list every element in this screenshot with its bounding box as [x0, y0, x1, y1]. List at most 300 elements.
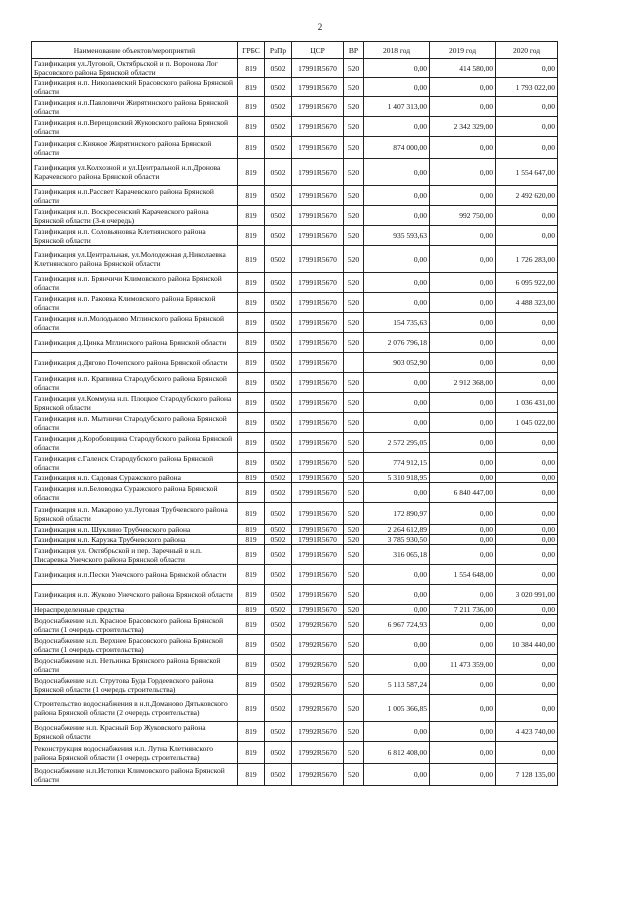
table-body — [32, 59, 558, 786]
row-2019: 0,00 — [430, 97, 496, 117]
table-row — [32, 137, 558, 159]
row-2020: 7 128 135,00 — [496, 764, 558, 786]
row-2018: 2 572 295,05 — [364, 433, 430, 453]
row-grbs: 819 — [238, 695, 265, 722]
row-name: Газификация н.п. Соловьяновка Клетнянского района Брянской области — [32, 226, 238, 246]
table-row — [32, 764, 558, 786]
row-grbs: 819 — [238, 525, 265, 535]
row-csr: 17991R5670 — [292, 473, 344, 483]
row-2020: 0,00 — [496, 206, 558, 226]
row-vr: 520 — [344, 605, 364, 615]
row-name: Водоснабжение н.п. Струтова Буда Гордеевского района Брянской области (1 очередь строительства) — [32, 675, 238, 695]
row-csr: 17991R5670 — [292, 525, 344, 535]
row-2018: 935 593,63 — [364, 226, 430, 246]
row-2020: 3 020 991,00 — [496, 585, 558, 605]
row-2019: 0,00 — [430, 159, 496, 186]
row-rzpr: 0502 — [265, 695, 292, 722]
row-csr: 17991R5670 — [292, 453, 344, 473]
row-vr: 520 — [344, 722, 364, 742]
row-rzpr: 0502 — [265, 585, 292, 605]
row-csr: 17992R5670 — [292, 675, 344, 695]
row-rzpr: 0502 — [265, 525, 292, 535]
row-vr: 520 — [344, 97, 364, 117]
row-grbs: 819 — [238, 742, 265, 764]
row-rzpr: 0502 — [265, 565, 292, 585]
row-2018: 903 052,90 — [364, 353, 430, 373]
row-name: Газификация с.Княжое Жирятинского района Брянской области — [32, 137, 238, 159]
row-2018: 0,00 — [364, 483, 430, 503]
row-2018: 0,00 — [364, 585, 430, 605]
table-row — [32, 59, 558, 78]
row-2019: 0,00 — [430, 635, 496, 655]
row-name: Газификация ул. Октябрьской и пер. Заречный в н.п. Писаревка Унечского района Брянской области — [32, 545, 238, 565]
row-vr: 520 — [344, 655, 364, 675]
row-grbs: 819 — [238, 273, 265, 293]
row-2018: 316 065,18 — [364, 545, 430, 565]
row-rzpr: 0502 — [265, 246, 292, 273]
row-rzpr: 0502 — [265, 615, 292, 635]
row-2018: 0,00 — [364, 159, 430, 186]
row-csr: 17991R5670 — [292, 59, 344, 78]
row-2020: 0,00 — [496, 655, 558, 675]
header-name: Наименование объектов/мероприятий — [32, 42, 238, 59]
row-2019: 0,00 — [430, 503, 496, 525]
row-name: Газификация н.п.Молодьково Мглинского района Брянской области — [32, 313, 238, 333]
row-2019: 0,00 — [430, 585, 496, 605]
row-2019: 0,00 — [430, 226, 496, 246]
row-vr: 520 — [344, 525, 364, 535]
row-rzpr: 0502 — [265, 117, 292, 137]
row-grbs: 819 — [238, 565, 265, 585]
row-rzpr: 0502 — [265, 413, 292, 433]
row-2020: 0,00 — [496, 675, 558, 695]
row-grbs: 819 — [238, 655, 265, 675]
row-2020: 0,00 — [496, 373, 558, 393]
row-csr: 17992R5670 — [292, 695, 344, 722]
row-2018: 0,00 — [364, 722, 430, 742]
row-rzpr: 0502 — [265, 59, 292, 78]
row-name: Газификация н.п. Мытничи Стародубского района Брянской области — [32, 413, 238, 433]
row-rzpr: 0502 — [265, 97, 292, 117]
row-2018: 5 113 587,24 — [364, 675, 430, 695]
row-2018: 774 912,15 — [364, 453, 430, 473]
row-csr: 17991R5670 — [292, 159, 344, 186]
row-name: Газификация н.п. Шуклино Трубчевского района — [32, 525, 238, 535]
row-vr: 520 — [344, 483, 364, 503]
row-vr: 520 — [344, 565, 364, 585]
row-2019: 0,00 — [430, 246, 496, 273]
row-vr: 520 — [344, 186, 364, 206]
row-vr: 520 — [344, 206, 364, 226]
table-header-row — [32, 42, 558, 59]
row-rzpr: 0502 — [265, 226, 292, 246]
row-grbs: 819 — [238, 206, 265, 226]
row-2020: 6 095 922,00 — [496, 273, 558, 293]
row-2020: 0,00 — [496, 137, 558, 159]
row-grbs: 819 — [238, 535, 265, 545]
row-grbs: 819 — [238, 333, 265, 353]
row-grbs: 819 — [238, 503, 265, 525]
row-csr: 17991R5670 — [292, 246, 344, 273]
header-2020: 2020 год — [496, 42, 558, 59]
row-name: Газификация н.п. Карузка Трубчевского района — [32, 535, 238, 545]
table-row — [32, 585, 558, 605]
row-grbs: 819 — [238, 605, 265, 615]
row-grbs: 819 — [238, 615, 265, 635]
funding-table — [31, 41, 558, 786]
row-csr: 17991R5670 — [292, 293, 344, 313]
table-row — [32, 565, 558, 585]
row-2019: 6 840 447,00 — [430, 483, 496, 503]
row-grbs: 819 — [238, 635, 265, 655]
table-row — [32, 206, 558, 226]
row-name: Водоснабжение н.п. Нетьинка Брянского района Брянской области — [32, 655, 238, 675]
row-vr: 520 — [344, 393, 364, 413]
row-2019: 414 580,00 — [430, 59, 496, 78]
header-2019: 2019 год — [430, 42, 496, 59]
row-2019: 0,00 — [430, 525, 496, 535]
row-grbs: 819 — [238, 545, 265, 565]
row-vr: 520 — [344, 137, 364, 159]
row-2020: 0,00 — [496, 535, 558, 545]
row-csr: 17991R5670 — [292, 137, 344, 159]
table-row — [32, 353, 558, 373]
table-row — [32, 742, 558, 764]
row-rzpr: 0502 — [265, 764, 292, 786]
table-row — [32, 117, 558, 137]
row-2019: 0,00 — [430, 545, 496, 565]
table-row — [32, 675, 558, 695]
row-csr: 17991R5670 — [292, 605, 344, 615]
row-name: Газификация с.Галенск Стародубского района Брянской области — [32, 453, 238, 473]
row-2018: 172 890,97 — [364, 503, 430, 525]
row-grbs: 819 — [238, 78, 265, 97]
row-2018: 874 000,00 — [364, 137, 430, 159]
row-2018: 1 407 313,00 — [364, 97, 430, 117]
row-name: Газификация д.Коробовщина Стародубского района Брянской области — [32, 433, 238, 453]
row-2018: 0,00 — [364, 565, 430, 585]
row-csr: 17991R5670 — [292, 206, 344, 226]
row-csr: 17991R5670 — [292, 78, 344, 97]
row-csr: 17991R5670 — [292, 186, 344, 206]
row-rzpr: 0502 — [265, 333, 292, 353]
row-2019: 0,00 — [430, 273, 496, 293]
row-2019: 0,00 — [430, 293, 496, 313]
row-2019: 0,00 — [430, 137, 496, 159]
table-row — [32, 393, 558, 413]
row-2020: 1 036 431,00 — [496, 393, 558, 413]
row-name: Газификация н.п. Макарово ул.Луговая Трубчевского района Брянской области — [32, 503, 238, 525]
row-vr: 520 — [344, 333, 364, 353]
row-2020: 1 045 022,00 — [496, 413, 558, 433]
row-name: Водоснабжение н.п. Верхнее Брасовского района Брянской области (1 очередь строительства) — [32, 635, 238, 655]
row-name: Газификация н.п.Верещовский Жуковского района Брянской области — [32, 117, 238, 137]
row-name: Водоснабжение н.п. Красный Бор Жуковского района Брянской области — [32, 722, 238, 742]
row-2020: 0,00 — [496, 605, 558, 615]
row-2020: 1 554 647,00 — [496, 159, 558, 186]
row-vr: 520 — [344, 742, 364, 764]
row-2019: 7 211 736,00 — [430, 605, 496, 615]
row-vr: 520 — [344, 764, 364, 786]
row-2019: 0,00 — [430, 453, 496, 473]
row-rzpr: 0502 — [265, 473, 292, 483]
row-name: Водоснабжение н.п.Истопки Климовского района Брянской области — [32, 764, 238, 786]
row-2019: 2 912 368,00 — [430, 373, 496, 393]
row-name: Газификация н.п. Садовая Суражского района — [32, 473, 238, 483]
row-2020: 0,00 — [496, 313, 558, 333]
row-csr: 17992R5670 — [292, 722, 344, 742]
row-grbs: 819 — [238, 159, 265, 186]
row-rzpr: 0502 — [265, 433, 292, 453]
row-grbs: 819 — [238, 117, 265, 137]
row-name: Газификация н.п. Раковка Климовского района Брянской области — [32, 293, 238, 313]
row-vr: 520 — [344, 313, 364, 333]
row-2018: 1 005 366,85 — [364, 695, 430, 722]
row-2019: 0,00 — [430, 413, 496, 433]
header-2018: 2018 год — [364, 42, 430, 59]
row-2018: 0,00 — [364, 393, 430, 413]
row-name: Газификация н.п.Рассвет Карачевского района Брянской области — [32, 186, 238, 206]
row-rzpr: 0502 — [265, 503, 292, 525]
row-rzpr: 0502 — [265, 393, 292, 413]
row-grbs: 819 — [238, 483, 265, 503]
row-2020: 4 488 323,00 — [496, 293, 558, 313]
row-2019: 0,00 — [430, 742, 496, 764]
row-2020: 0,00 — [496, 483, 558, 503]
table-row — [32, 97, 558, 117]
row-2020: 10 384 440,00 — [496, 635, 558, 655]
row-2019: 0,00 — [430, 535, 496, 545]
row-rzpr: 0502 — [265, 635, 292, 655]
row-2019: 0,00 — [430, 186, 496, 206]
table-row — [32, 525, 558, 535]
table-row — [32, 722, 558, 742]
row-csr: 17991R5670 — [292, 273, 344, 293]
row-name: Газификация ул.Луговой, Октябрьской и п. Воронова Лог Брасовского района Брянской области — [32, 59, 238, 78]
row-vr: 520 — [344, 273, 364, 293]
row-csr: 17991R5670 — [292, 117, 344, 137]
row-csr: 17991R5670 — [292, 535, 344, 545]
row-vr: 520 — [344, 635, 364, 655]
table-row — [32, 483, 558, 503]
row-vr: 520 — [344, 615, 364, 635]
row-vr: 520 — [344, 117, 364, 137]
row-vr — [344, 353, 364, 373]
row-name: Водоснабжение н.п. Красное Брасовского района Брянской области (1 очередь строительства) — [32, 615, 238, 635]
header-csr: ЦСР — [292, 42, 344, 59]
row-2020: 0,00 — [496, 97, 558, 117]
row-grbs: 819 — [238, 433, 265, 453]
row-csr: 17992R5670 — [292, 764, 344, 786]
row-csr: 17992R5670 — [292, 742, 344, 764]
row-2019: 0,00 — [430, 473, 496, 483]
row-csr: 17991R5670 — [292, 483, 344, 503]
row-csr: 17991R5670 — [292, 97, 344, 117]
row-vr: 520 — [344, 695, 364, 722]
row-name: Газификация ул.Центральная, ул.Молодежная д.Николаевка Клетнянского района Брянской области — [32, 246, 238, 273]
row-2018: 0,00 — [364, 373, 430, 393]
row-rzpr: 0502 — [265, 206, 292, 226]
table-row — [32, 333, 558, 353]
row-name: Газификация н.п. Воскресенский Карачевского района Брянской области (3-я очередь) — [32, 206, 238, 226]
row-csr: 17992R5670 — [292, 655, 344, 675]
row-rzpr: 0502 — [265, 293, 292, 313]
row-csr: 17991R5670 — [292, 353, 344, 373]
row-vr: 520 — [344, 59, 364, 78]
row-2019: 992 750,00 — [430, 206, 496, 226]
row-csr: 17991R5670 — [292, 313, 344, 333]
row-2020: 0,00 — [496, 453, 558, 473]
row-2020: 0,00 — [496, 226, 558, 246]
row-2018: 0,00 — [364, 413, 430, 433]
row-grbs: 819 — [238, 764, 265, 786]
row-grbs: 819 — [238, 137, 265, 159]
table-row — [32, 695, 558, 722]
row-csr: 17991R5670 — [292, 545, 344, 565]
table-row — [32, 226, 558, 246]
row-vr: 520 — [344, 293, 364, 313]
table-row — [32, 293, 558, 313]
row-2020: 1 793 022,00 — [496, 78, 558, 97]
row-rzpr: 0502 — [265, 186, 292, 206]
row-2020: 0,00 — [496, 117, 558, 137]
row-rzpr: 0502 — [265, 605, 292, 615]
row-grbs: 819 — [238, 373, 265, 393]
row-2020: 0,00 — [496, 353, 558, 373]
row-rzpr: 0502 — [265, 137, 292, 159]
row-csr: 17992R5670 — [292, 615, 344, 635]
table-row — [32, 655, 558, 675]
row-rzpr: 0502 — [265, 78, 292, 97]
row-vr: 520 — [344, 473, 364, 483]
row-2019: 0,00 — [430, 78, 496, 97]
row-csr: 17991R5670 — [292, 565, 344, 585]
table-row — [32, 453, 558, 473]
row-2019: 0,00 — [430, 433, 496, 453]
row-rzpr: 0502 — [265, 535, 292, 545]
row-name: Строительство водоснабжения в н.п.Доманово Дятьковского района Брянской области (2 очередь строительства) — [32, 695, 238, 722]
row-2020: 0,00 — [496, 473, 558, 483]
row-2019: 0,00 — [430, 675, 496, 695]
row-2018: 6 967 724,93 — [364, 615, 430, 635]
row-2018: 0,00 — [364, 655, 430, 675]
row-grbs: 819 — [238, 59, 265, 78]
row-vr: 520 — [344, 373, 364, 393]
row-grbs: 819 — [238, 453, 265, 473]
row-2018: 154 735,63 — [364, 313, 430, 333]
row-2019: 1 554 648,00 — [430, 565, 496, 585]
row-2018: 2 076 796,18 — [364, 333, 430, 353]
row-2018: 0,00 — [364, 59, 430, 78]
row-vr: 520 — [344, 585, 364, 605]
row-2019: 0,00 — [430, 615, 496, 635]
row-2020: 4 423 740,00 — [496, 722, 558, 742]
row-2019: 0,00 — [430, 353, 496, 373]
row-vr: 520 — [344, 675, 364, 695]
table-row — [32, 545, 558, 565]
row-2019: 2 342 329,00 — [430, 117, 496, 137]
row-grbs: 819 — [238, 186, 265, 206]
row-2018: 0,00 — [364, 117, 430, 137]
row-2020: 0,00 — [496, 545, 558, 565]
row-csr: 17991R5670 — [292, 433, 344, 453]
row-2018: 5 310 918,95 — [364, 473, 430, 483]
row-rzpr: 0502 — [265, 483, 292, 503]
table-row — [32, 615, 558, 635]
row-vr: 520 — [344, 78, 364, 97]
row-2020: 0,00 — [496, 565, 558, 585]
row-grbs: 819 — [238, 293, 265, 313]
row-2020: 1 726 283,00 — [496, 246, 558, 273]
row-name: Газификация ул.Колхозной и ул.Центральной н.п.Дронова Карачевского района Брянской области — [32, 159, 238, 186]
table-row — [32, 503, 558, 525]
table-row — [32, 635, 558, 655]
row-2020: 0,00 — [496, 333, 558, 353]
row-2020: 0,00 — [496, 695, 558, 722]
row-csr: 17991R5670 — [292, 226, 344, 246]
row-csr: 17991R5670 — [292, 413, 344, 433]
table-row — [32, 605, 558, 615]
row-rzpr: 0502 — [265, 159, 292, 186]
table-row — [32, 473, 558, 483]
row-grbs: 819 — [238, 473, 265, 483]
row-grbs: 819 — [238, 413, 265, 433]
row-vr: 520 — [344, 453, 364, 473]
row-name: Газификация д.Дягово Почепского района Брянской области — [32, 353, 238, 373]
row-2018: 0,00 — [364, 78, 430, 97]
row-name: Газификация д.Цинка Мглинского района Брянской области — [32, 333, 238, 353]
header-vr: ВР — [344, 42, 364, 59]
row-vr: 520 — [344, 159, 364, 186]
row-grbs: 819 — [238, 585, 265, 605]
row-2018: 0,00 — [364, 635, 430, 655]
row-name: Газификация н.п. Николаевский Брасовского района Брянской области — [32, 78, 238, 97]
row-2020: 2 492 620,00 — [496, 186, 558, 206]
row-2019: 0,00 — [430, 722, 496, 742]
table-row — [32, 78, 558, 97]
table-row — [32, 159, 558, 186]
row-grbs: 819 — [238, 675, 265, 695]
row-name: Газификация н.п. Крапивна Стародубского района Брянской области — [32, 373, 238, 393]
row-rzpr: 0502 — [265, 545, 292, 565]
row-2020: 0,00 — [496, 59, 558, 78]
table-row — [32, 313, 558, 333]
row-rzpr: 0502 — [265, 742, 292, 764]
row-grbs: 819 — [238, 353, 265, 373]
row-2020: 0,00 — [496, 433, 558, 453]
row-name: Газификация н.п.Беловодка Суражского района Брянской области — [32, 483, 238, 503]
table-row — [32, 273, 558, 293]
row-vr: 520 — [344, 503, 364, 525]
row-vr: 520 — [344, 545, 364, 565]
page-number: 2 — [317, 22, 323, 32]
table-row — [32, 186, 558, 206]
header-rzpr: РзПр — [265, 42, 292, 59]
row-name: Реконструкция водоснабжения н.п. Лутна Клетнянского района Брянской области (1 очередь строительства) — [32, 742, 238, 764]
row-grbs: 819 — [238, 226, 265, 246]
row-grbs: 819 — [238, 313, 265, 333]
row-2018: 0,00 — [364, 764, 430, 786]
row-grbs: 819 — [238, 97, 265, 117]
row-vr: 520 — [344, 535, 364, 545]
row-2018: 6 812 408,00 — [364, 742, 430, 764]
row-rzpr: 0502 — [265, 655, 292, 675]
row-grbs: 819 — [238, 246, 265, 273]
row-name: Нераспределенные средства — [32, 605, 238, 615]
row-csr: 17991R5670 — [292, 333, 344, 353]
row-name: Газификация ул.Коммуна н.п. Плоцкое Стародубского района Брянской области — [32, 393, 238, 413]
row-vr: 520 — [344, 226, 364, 246]
